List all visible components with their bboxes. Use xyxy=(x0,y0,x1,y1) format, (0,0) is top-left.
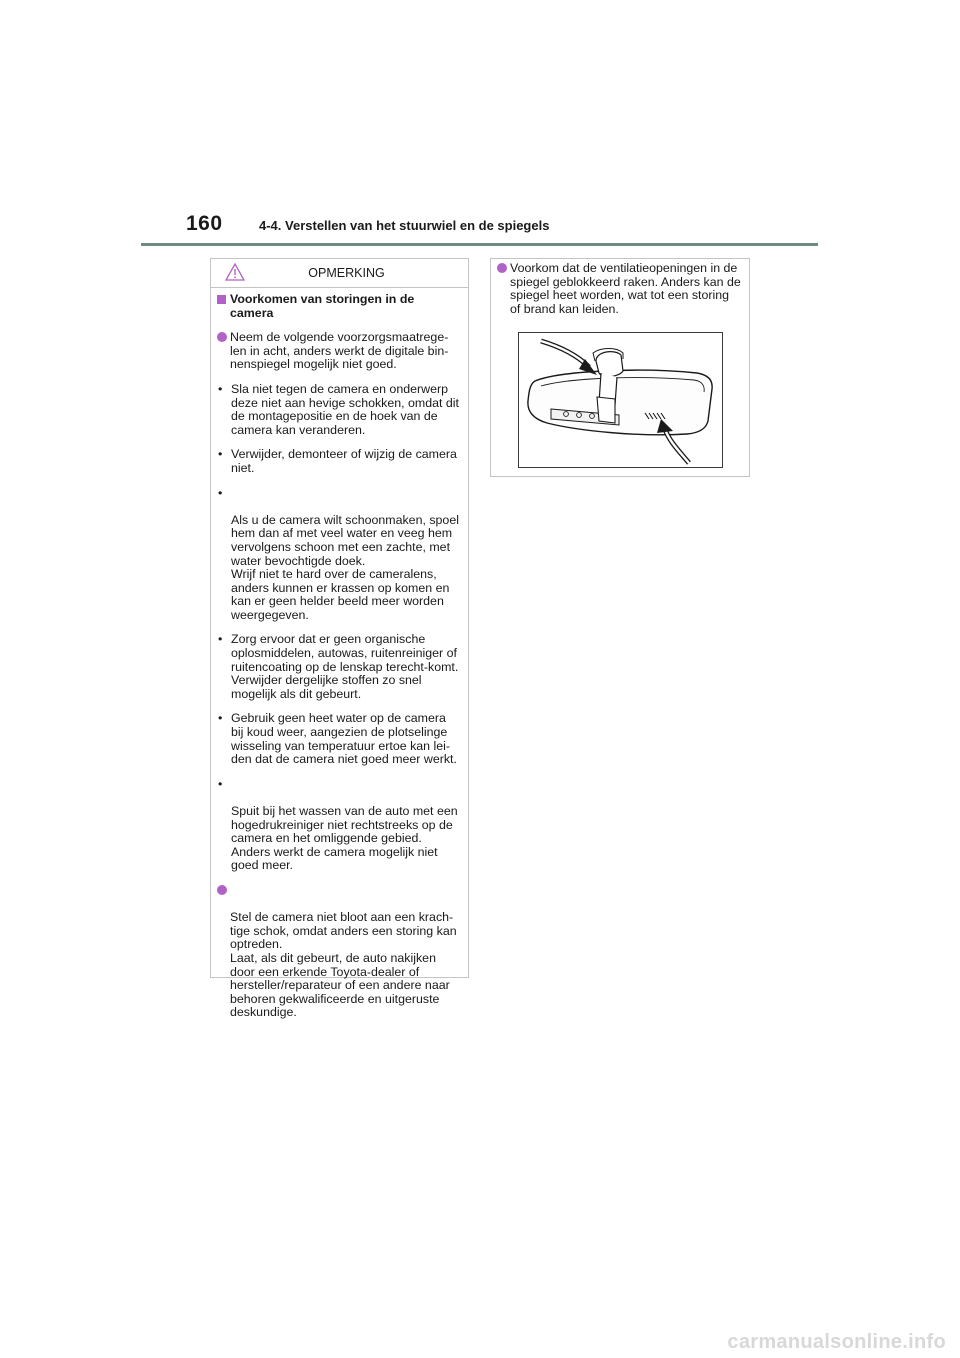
mirror-illustration xyxy=(518,332,723,468)
notice-heading-item xyxy=(217,293,460,320)
notice-intro-item xyxy=(217,331,460,372)
list-item-text: Verwijder, demonteer of wijzig de camera niet. xyxy=(231,447,457,475)
circle-bullet-icon xyxy=(217,332,227,342)
list-item xyxy=(218,778,460,873)
header-rule xyxy=(141,243,818,246)
notice-header xyxy=(211,259,468,288)
list-item xyxy=(218,712,460,766)
notice-label: OPMERKING xyxy=(308,266,385,280)
list-item xyxy=(218,383,460,437)
footer-watermark: carmanualsonline.info xyxy=(727,1331,946,1353)
notice-shock-item xyxy=(217,884,460,1020)
list-item xyxy=(218,487,460,623)
list-item-text: Sla niet tegen de camera en onderwerp deze niet aan hevige schokken, omdat dit de montagepositie en de hoek van de camera kan veranderen. xyxy=(231,381,459,437)
circle-bullet-icon xyxy=(497,263,507,273)
page-number: 160 xyxy=(186,212,223,235)
square-bullet-icon xyxy=(217,295,226,304)
list-item xyxy=(218,448,460,475)
section-title: 4-4. Verstellen van het stuurwiel en de spiegels xyxy=(259,218,550,233)
bullet-glyph: • xyxy=(218,485,223,500)
list-item-text: Zorg ervoor dat er geen organische oplosmiddelen, autowas, ruitenreiniger of ruitencoating op de lenskap terecht-komt. Verwijder dergelijke stoffen zo snel mogelijk als dit gebeurt. xyxy=(231,632,459,701)
list-item-text: Spuit bij het wassen van de auto met een hogedrukreiniger niet rechtstreeks op de camera en het omliggende gebied. Anders werkt de camera mogelijk niet goed meer. xyxy=(231,804,458,873)
ventilation-box xyxy=(490,258,750,477)
bullet-glyph: • xyxy=(218,381,223,396)
bullet-glyph: • xyxy=(218,632,223,647)
list-item-text: Als u de camera wilt schoonmaken, spoel hem dan af met veel water en veeg hem vervolgens schoon met een zachte, met water bevochtigde doek. Wrijf niet te hard over de cameralens, anders kunnen er krassen op komen en kan er geen helder beeld meer worden weergegeven. xyxy=(231,512,459,622)
notice-shock-text: Stel de camera niet bloot aan een krach-tige schok, omdat anders een storing kan optreden. Laat, als dit gebeurt, de auto nakijken door een erkende Toyota-dealer of hersteller/reparateur of een andere naar behoren gekwalificeerde en uitgeruste deskundige. xyxy=(230,910,457,1020)
notice-heading: Voorkomen van storingen in de camera xyxy=(230,292,415,320)
mirror-drawing xyxy=(519,333,722,467)
ventilation-item xyxy=(497,262,741,316)
circle-bullet-icon xyxy=(217,885,227,895)
notice-intro: Neem de volgende voorzorgsmaatrege-len in acht, anders werkt de digitale bin-nenspiegel mogelijk niet goed. xyxy=(230,330,449,372)
bullet-glyph: • xyxy=(218,447,223,462)
bullet-glyph: • xyxy=(218,711,223,726)
bullet-glyph: • xyxy=(218,776,223,791)
list-item-text: Gebruik geen heet water op de camera bij koud weer, aangezien de plotselinge wisseling van temperatuur ertoe kan lei-den dat de camera niet goed meer werkt. xyxy=(231,711,457,767)
ventilation-text: Voorkom dat de ventilatieopeningen in de spiegel geblokkeerd raken. Anders kan de spiegel heet worden, wat tot een storing of brand kan leiden. xyxy=(510,261,741,316)
list-item xyxy=(218,633,460,701)
notice-box xyxy=(210,258,469,1020)
